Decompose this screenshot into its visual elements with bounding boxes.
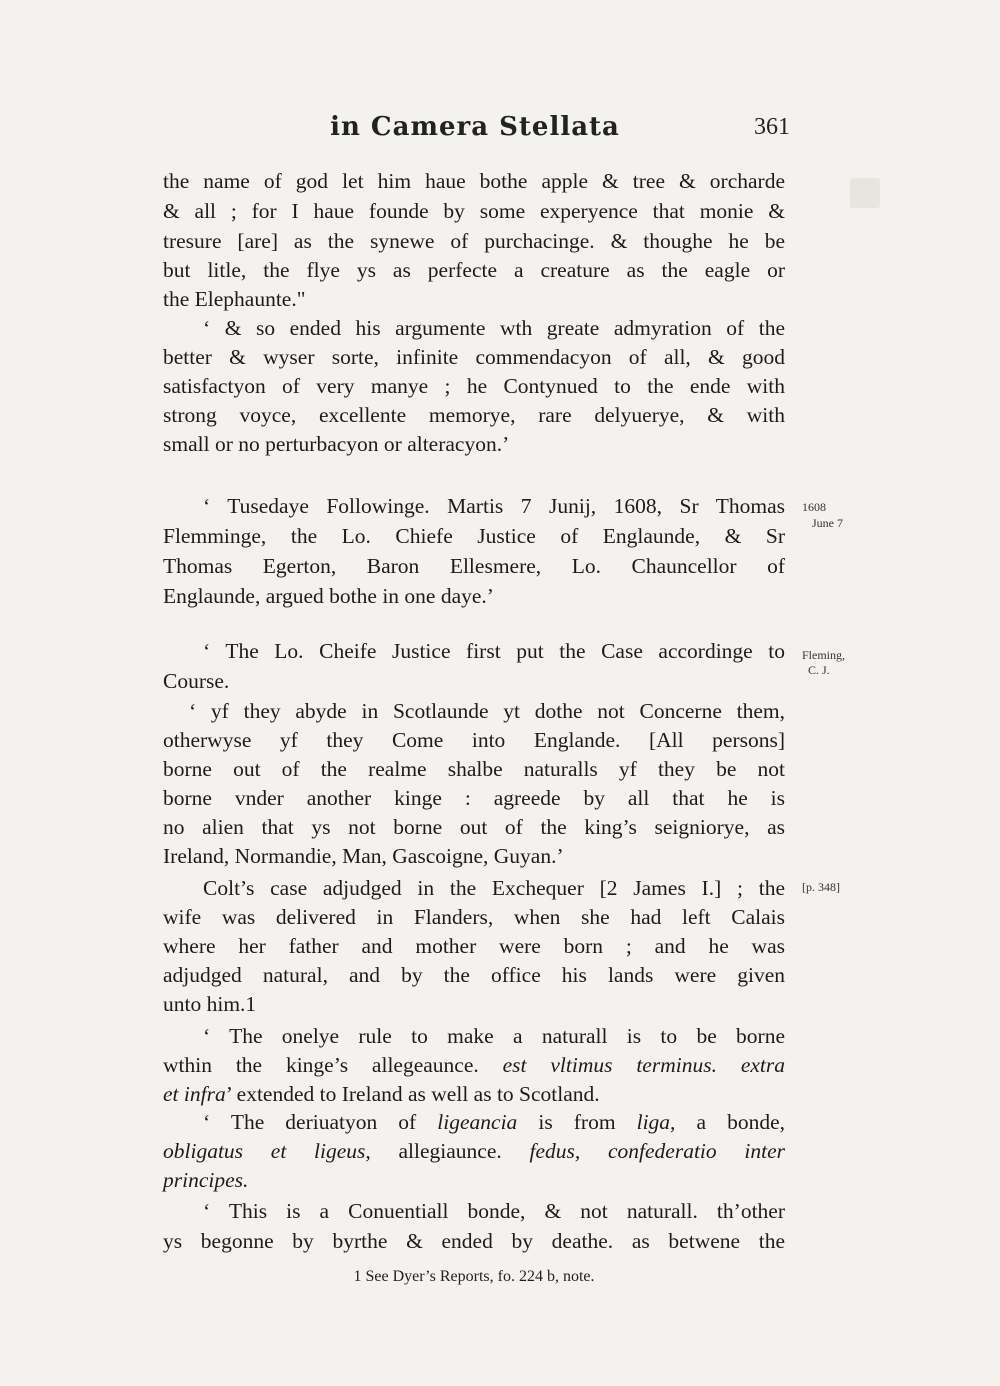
bleed-through-mark bbox=[850, 178, 880, 208]
margin-date-year: 1608 bbox=[802, 500, 826, 514]
text-line: ‘ & so ended his argumente wth greate admyration of the bbox=[203, 316, 785, 340]
text-line: Ireland, Normandie, Man, Gascoigne, Guyan.’ bbox=[163, 844, 564, 868]
text-line: Flemminge, the Lo. Chiefe Justice of Englaunde, & Sr bbox=[163, 524, 785, 548]
text-line: where her father and mother were born ; and he was bbox=[163, 934, 785, 958]
text-line: & all ; for I haue founde by some experyence that monie & bbox=[163, 199, 785, 223]
text-line: ‘ This is a Conuentiall bonde, & not naturall. th’other bbox=[203, 1199, 785, 1223]
text-line: wthin the kinge’s allegeaunce. est vltimus terminus. extra bbox=[163, 1053, 785, 1077]
text-line: obligatus et ligeus, allegiaunce. fedus, confederatio inter bbox=[163, 1139, 785, 1163]
page-title: in Camera Stellata bbox=[330, 112, 620, 142]
text-line: ‘ The Lo. Cheife Justice first put the Case accordinge to bbox=[203, 639, 785, 663]
text-line: ‘ Tusedaye Followinge. Martis 7 Junij, 1608, Sr Thomas bbox=[203, 494, 785, 518]
running-head bbox=[160, 112, 790, 152]
text-line: principes. bbox=[163, 1168, 249, 1192]
text-line: the Elephaunte." bbox=[163, 287, 306, 311]
text-line: Englaunde, argued bothe in one daye.’ bbox=[163, 584, 494, 608]
text-line: Colt’s case adjudged in the Exchequer [2 James I.] ; the bbox=[203, 876, 785, 900]
text-line: wife was delivered in Flanders, when she had left Calais bbox=[163, 905, 785, 929]
text-line: borne out of the realme shalbe naturalls yf they be not bbox=[163, 757, 785, 781]
margin-speaker-title: C. J. bbox=[808, 663, 830, 677]
text-line: satisfactyon of very manye ; he Contynued to the ende with bbox=[163, 374, 785, 398]
text-line: adjudged natural, and by the office his lands were given bbox=[163, 963, 785, 987]
text-line: ‘ The onelye rule to make a naturall is to be borne bbox=[203, 1024, 785, 1048]
text-line: no alien that ys not borne out of the king’s seigniorye, as bbox=[163, 815, 785, 839]
margin-page-ref: [p. 348] bbox=[802, 880, 840, 894]
text-line: small or no perturbacyon or alteracyon.’ bbox=[163, 432, 510, 456]
text-line: Thomas Egerton, Baron Ellesmere, Lo. Chauncellor of bbox=[163, 554, 785, 578]
footnote: 1 See Dyer’s Reports, fo. 224 b, note. bbox=[353, 1268, 595, 1285]
text-line: tresure [are] as the synewe of purchacinge. & thoughe he be bbox=[163, 229, 785, 253]
text-line: unto him.1 bbox=[163, 992, 257, 1016]
text-line: strong voyce, excellente memorye, rare delyuerye, & with bbox=[163, 403, 785, 427]
margin-speaker: Fleming, bbox=[802, 648, 846, 662]
text-line: better & wyser sorte, infinite commendacyon of all, & good bbox=[163, 345, 785, 369]
text-line: ‘ The deriuatyon of ligeancia is from liga, a bonde, bbox=[203, 1110, 786, 1134]
text-line: but litle, the flye ys as perfecte a creature as the eagle or bbox=[163, 258, 785, 282]
page-number: 361 bbox=[754, 114, 790, 140]
text-line: Course. bbox=[163, 669, 230, 693]
margin-date-day: June 7 bbox=[812, 516, 843, 530]
text-line: the name of god let him haue bothe apple & tree & orcharde bbox=[163, 169, 785, 193]
text-line: ‘ yf they abyde in Scotlaunde yt dothe not Concerne them, bbox=[189, 699, 785, 723]
text-line: borne vnder another kinge : agreede by all that he is bbox=[163, 786, 785, 810]
text-line: otherwyse yf they Come into Englande. [All persons] bbox=[163, 728, 785, 752]
text-line: et infra’ extended to Ireland as well as to Scotland. bbox=[163, 1082, 600, 1106]
text-line: ys begonne by byrthe & ended by deathe. as betwene the bbox=[163, 1229, 785, 1253]
